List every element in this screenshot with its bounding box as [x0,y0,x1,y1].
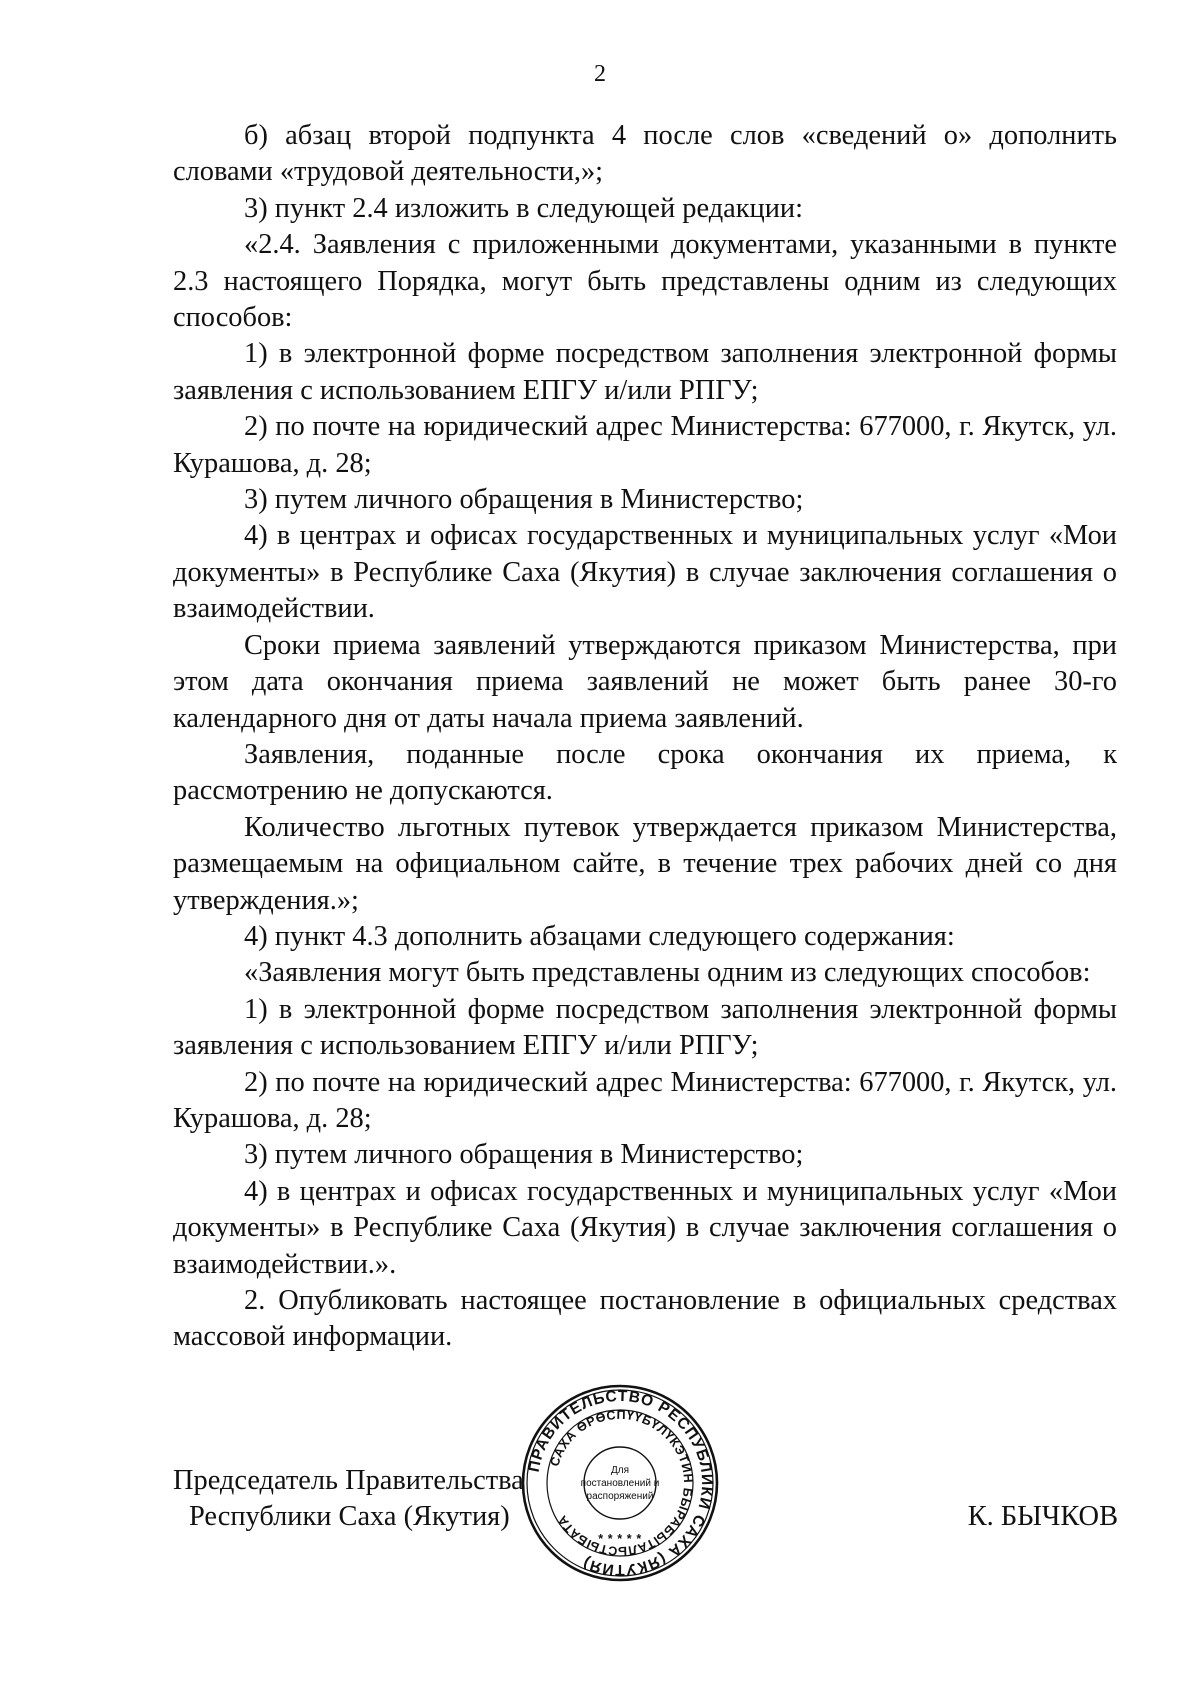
signatory-title-line2: Республики Саха (Якутия) [189,1501,510,1532]
seal-stars: * * * * * [598,1532,642,1546]
seal-inner-text: САХА ӨРӨСПҮҮБҮЛҮКЭТИН БЫРАБЫТАЛЬСТЫБАТА [547,1407,696,1559]
paragraph: 3) пункт 2.4 изложить в следующей редакции: [244,192,803,224]
paragraph: 2. Опубликовать настоящее постановление в официальных средствах массовой информации. [173,1285,1117,1353]
paragraph: 1) в электронной форме посредством заполнения электронной формы заявления с использованием ЕПГУ и/или РПГУ; [173,993,1117,1062]
seal-center-line1: Для [610,1465,630,1476]
paragraph: Заявления, поданные после срока окончания их приема, к рассмотрению не допускаются. [173,738,1117,807]
paragraph: 4) в центрах и офисах государственных и муниципальных услуг «Мои документы» в Республике Саха (Якутия) в случае заключения соглашения о взаимодействии.». [173,1175,1117,1280]
paragraph: «Заявления могут быть представлены одним из следующих способов: [244,957,1091,989]
paragraph: 2) по почте на юридический адрес Министерства: 677000, г. Якутск, ул. Курашова, д. 28; [173,1066,1117,1134]
paragraph: б) абзац второй подпункта 4 после слов «сведений о» дополнить словами «трудовой деятельности,»; [173,120,1117,188]
page-number: 2 [594,61,606,87]
document-body [173,118,1117,1356]
paragraph: 1) в электронной форме посредством заполнения электронной формы заявления с использованием ЕПГУ и/или РПГУ; [173,338,1117,406]
paragraph: Количество льготных путевок утверждается приказом Министерства, размещаемым на официальном сайте, в течение трех рабочих дней со дня утверждения.»; [173,811,1117,916]
paragraph: 4) в центрах и офисах государственных и муниципальных услуг «Мои документы» в Республике Саха (Якутия) в случае заключения соглашения о взаимодействии. [173,520,1117,625]
seal-outer-text: ПРАВИТЕЛЬСТВО РЕСПУБЛИКИ САХА (ЯКУТИЯ) [525,1387,716,1579]
signatory-title [173,1463,524,1535]
paragraph: Сроки приема заявлений утверждаются приказом Министерства, при этом дата окончания приема заявлений не может быть ранее 30-го календарного дня от даты начала приема заявлений. [173,629,1117,734]
paragraph: 2) по почте на юридический адрес Министерства: 677000, г. Якутск, ул. Курашова, д. 28; [173,411,1117,479]
seal-center-line2: постановлений и [580,1478,660,1489]
paragraph: 3) путем личного обращения в Министерство; [244,1139,804,1171]
signatory-name: К. БЫЧКОВ [967,1501,1118,1532]
signatory-title-line1: Председатель Правительства [173,1465,524,1496]
paragraph: 4) пункт 4.3 дополнить абзацами следующего содержания: [244,920,955,952]
official-seal [520,1383,720,1583]
paragraph: «2.4. Заявления с приложенными документами, указанными в пункте 2.3 настоящего Порядка, могут быть представлены одним из следующих способов: [173,229,1117,334]
paragraph: 3) путем личного обращения в Министерство; [244,484,804,516]
seal-center-line3: распоряжений [586,1491,654,1502]
